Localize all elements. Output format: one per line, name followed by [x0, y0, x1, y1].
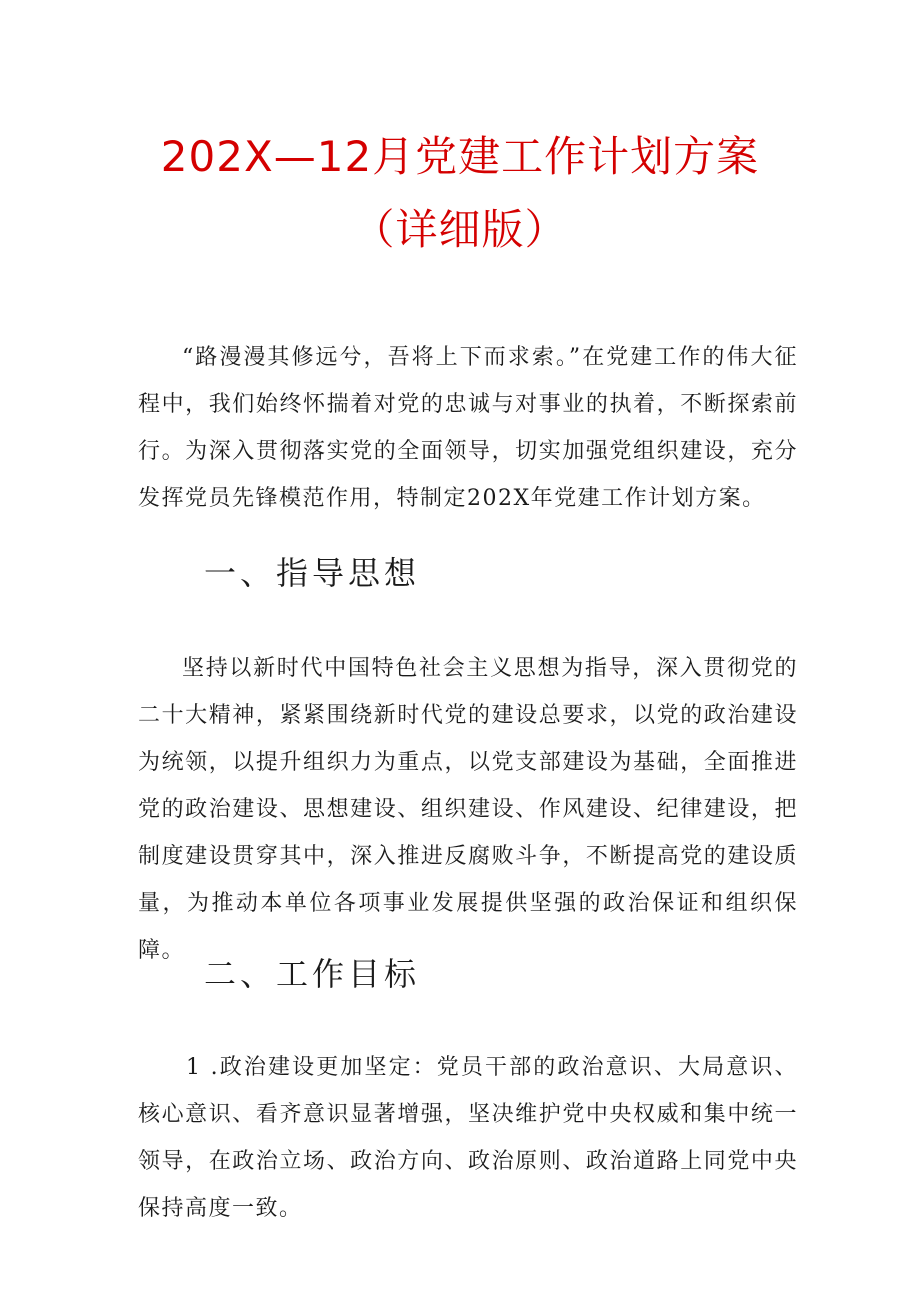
section-heading-work-goals: 二、工作目标	[204, 955, 421, 993]
section-heading-guiding-ideology: 一、指导思想	[204, 554, 421, 592]
document-subtitle: （详细版）	[352, 205, 568, 254]
work-goal-item-1: 1 .政治建设更加坚定：党员干部的政治意识、大局意识、核心意识、看齐意识显著增强，坚决维护党中央权威和集中统一领导，在政治立场、政治方向、政治原则、政治道路上同党中央保持高度一致。	[138, 1055, 798, 1221]
guiding-ideology-paragraph: 坚持以新时代中国特色社会主义思想为指导，深入贯彻党的二十大精神，紧紧围绕新时代党的建设总要求，以党的政治建设为统领，以提升组织力为重点，以党支部建设为基础，全面推进党的政治建设、思想建设、组织建设、作风建设、纪律建设，把制度建设贯穿其中，深入推进反腐败斗争，不断提高党的建设质量，为推动本单位各项事业发展提供坚强的政治保证和组织保障。	[138, 656, 798, 963]
document-title: 202X—12月党建工作计划方案	[160, 132, 760, 181]
intro-paragraph: “路漫漫其修远兮，吾将上下而求索。”在党建工作的伟大征程中，我们始终怀揣着对党的忠诚与对事业的执着，不断探索前行。为深入贯彻落实党的全面领导，切实加强党组织建设，充分发挥党员先锋模范作用，特制定202X年党建工作计划方案。	[138, 345, 798, 511]
